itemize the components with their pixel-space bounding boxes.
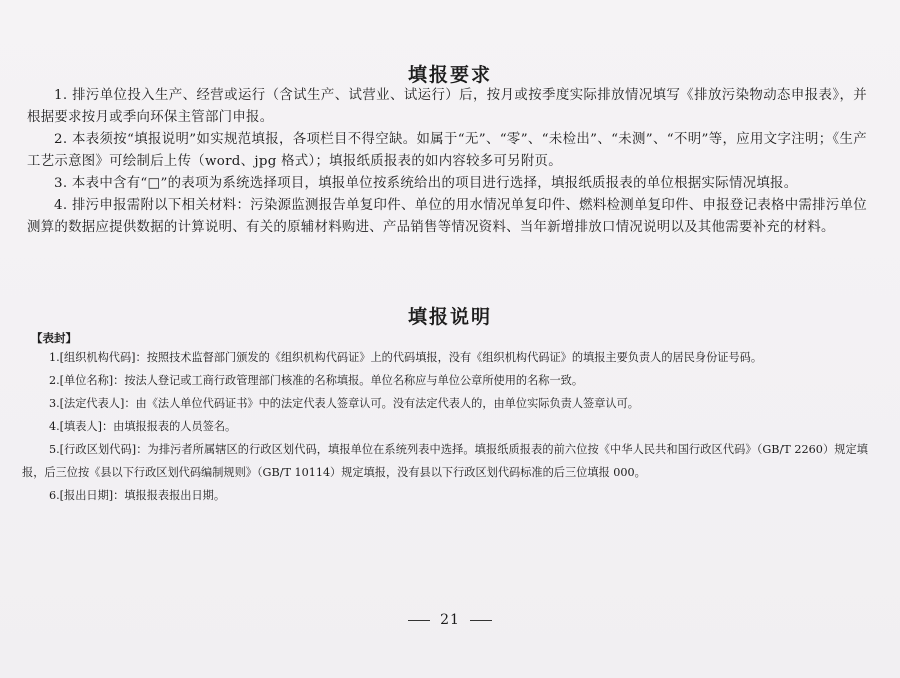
requirement-item-4: 4. 排污申报需附以下相关材料：污染源监测报告单复印件、单位的用水情况单复印件、燃料检测单复印件、申报登记表格中需排污单位测算的数据应提供数据的计算说明、有关的原辅材料购进、产品销售等情况资料、当年新增排放口情况说明以及其他需要补充的材料。 xyxy=(27,198,867,235)
requirement-item-1: 1. 排污单位投入生产、经营或运行（含试生产、试营业、试运行）后，按月或按季度实际排放情况填写《排放污染物动态申报表》，并根据要求按月或季向环保主管部门申报。 xyxy=(27,88,867,125)
instruction-item-3: 3.[法定代表人]：由《法人单位代码证书》中的法定代表人签章认可。没有法定代表人的，由单位实际负责人签章认可。 xyxy=(49,397,639,410)
instruction-item-6: 6.[报出日期]：填报报表报出日期。 xyxy=(49,489,226,502)
instructions-title: 填报说明 xyxy=(407,306,492,328)
instruction-item-1: 1.[组织机构代码]：按照技术监督部门颁发的《组织机构代码证》上的代码填报，没有《组织机构代码证》的填报主要负责人的居民身份证号码。 xyxy=(49,351,763,364)
page-footer xyxy=(0,612,900,628)
instruction-item-5: 5.[行政区划代码]：为排污者所属辖区的行政区划代码，填报单位在系统列表中选择。填报纸质报表的前六位按《中华人民共和国行政区代码》（GB/T 2260）规定填报，后三位按《县以下行政区划代码编制规则》（GB/T 10114）规定填报，没有县以下行政区划代码标准的后三位填报 000。 xyxy=(22,443,868,479)
requirement-item-2: 2. 本表须按“填报说明”如实规范填报，各项栏目不得空缺。如属于“无”、“零”、“未检出”、“未测”、“不明”等，应用文字注明；《生产工艺示意图》可绘制后上传（word、jpg 格式）；填报纸质报表的如内容较多可另附页。 xyxy=(27,132,867,169)
page-number: 21 xyxy=(440,612,460,628)
footer-dash-left xyxy=(408,620,430,621)
instruction-item-4: 4.[填表人]：由填报报表的人员签名。 xyxy=(49,420,237,433)
requirements-title: 填报要求 xyxy=(407,64,492,86)
cover-section-label: 【表封】 xyxy=(31,331,77,345)
footer-dash-right xyxy=(470,620,492,621)
instruction-item-2: 2.[单位名称]：按法人登记或工商行政管理部门核准的名称填报。单位名称应与单位公章所使用的名称一致。 xyxy=(49,374,584,387)
requirement-item-3: 3. 本表中含有“□”的表项为系统选择项目，填报单位按系统给出的项目进行选择，填报纸质报表的单位根据实际情况填报。 xyxy=(54,176,798,191)
